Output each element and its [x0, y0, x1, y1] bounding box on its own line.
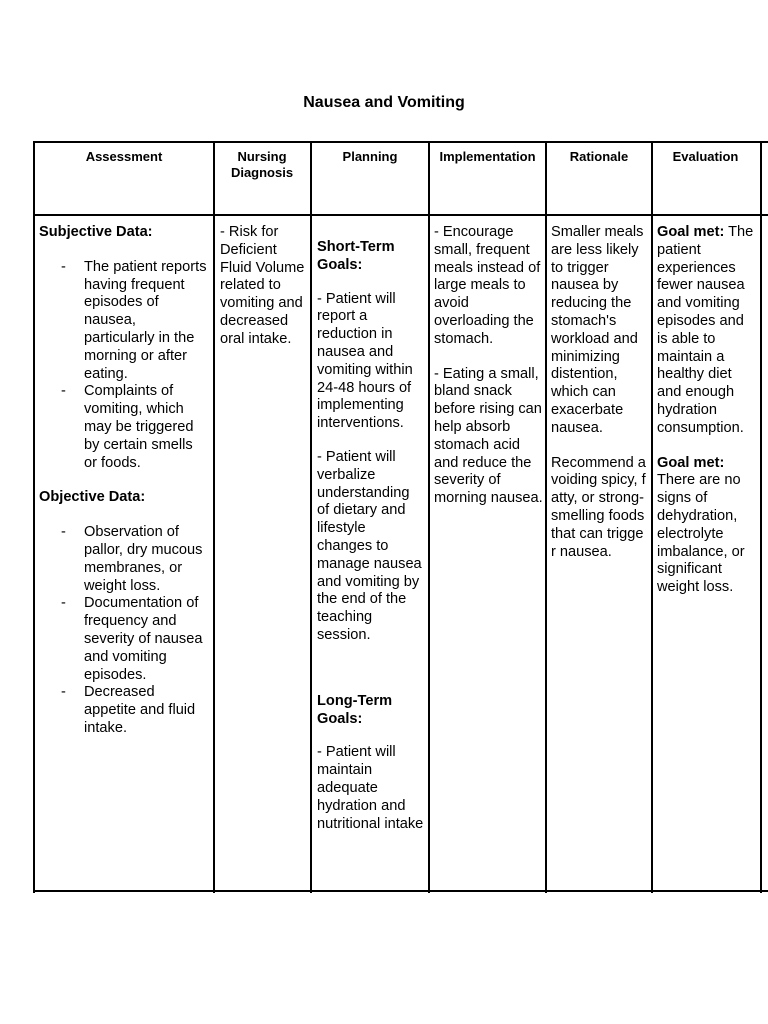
rationale-cell [551, 224, 647, 561]
implementation-item: - Eating a small, bland snack before rising can help absorb stomach acid and reduce the severity of morning nausea. [434, 365, 543, 507]
evaluation-entry [657, 224, 755, 438]
list-item: - Complaints of vomiting, which may be triggered by certain smells or foods. [39, 383, 209, 472]
evaluation-text: The patient experiences fewer nausea and vomiting episodes and is able to maintain a healthy diet and enough hydration consumption. [657, 224, 754, 436]
evaluation-entry [657, 455, 755, 597]
goal-met-label: Goal met: [657, 454, 725, 471]
long-term-goal: - Patient will maintain adequate hydration and nutritional intake [317, 744, 424, 832]
column-divider [428, 141, 430, 893]
header-planning: Planning [342, 149, 398, 164]
implementation-item: - Encourage small, frequent meals instead of large meals to avoid overloading the stomach. [434, 224, 541, 347]
column-divider [33, 141, 35, 893]
implementation-cell [434, 224, 543, 508]
nursing-diagnosis-cell [220, 224, 308, 349]
header-assessment: Assessment [85, 149, 163, 164]
short-term-goals-label: Short-Term Goals: [317, 239, 395, 273]
rationale-item: Smaller meals are less likely to trigger nausea by reducing the stomach's workload and minimizing distention, which can exacerbate nausea. [551, 224, 644, 436]
objective-data-label: Objective Data: [39, 489, 146, 506]
header-rationale: Rationale [569, 149, 629, 164]
header-bottom-border [33, 214, 768, 216]
short-term-goal: - Patient will report a reduction in nausea and vomiting within 24-48 hours of implementing interventions. [317, 290, 413, 432]
subjective-data-label: Subjective Data: [39, 224, 153, 240]
subjective-data-list [39, 259, 209, 473]
column-divider [760, 141, 762, 893]
evaluation-text: There are no signs of dehydration, electrolyte imbalance, or significant weight loss. [657, 472, 745, 596]
diagnosis-text: - Risk for Deficient Fluid Volume related to vomiting and decreased oral intake. [220, 224, 305, 347]
column-divider [651, 141, 653, 893]
planning-cell [317, 239, 424, 833]
list-item: - Decreased appetite and fluid intake. [39, 684, 209, 737]
short-term-goal: - Patient will verbalize understanding of dietary and lifestyle changes to manage nausea and vomiting by the end of the teaching session. [317, 448, 422, 643]
goal-met-label: Goal met: [657, 224, 725, 240]
long-term-goals-label: Long-Term Goals: [317, 692, 393, 727]
list-item: - The patient reports having frequent episodes of nausea, particularly in the morning or after eating. [39, 259, 209, 384]
rationale-item: Recommend avoiding spicy, fatty, or strong-smelling foods that can trigger nausea. [551, 454, 646, 560]
table-top-border [33, 141, 768, 143]
page-title: Nausea and Vomiting [303, 94, 465, 111]
evaluation-cell [657, 224, 755, 597]
column-divider [213, 141, 215, 893]
header-nursing-diagnosis: Nursing Diagnosis [230, 149, 294, 180]
list-item: - Documentation of frequency and severity of nausea and vomiting episodes. [39, 595, 209, 684]
objective-data-list [39, 524, 209, 738]
column-divider [545, 141, 547, 893]
column-divider [310, 141, 312, 893]
list-item: - Observation of pallor, dry mucous membranes, or weight loss. [39, 524, 209, 595]
table-bottom-border [33, 890, 768, 892]
assessment-cell [39, 224, 209, 738]
header-implementation: Implementation [439, 149, 536, 164]
header-evaluation: Evaluation [672, 149, 739, 164]
